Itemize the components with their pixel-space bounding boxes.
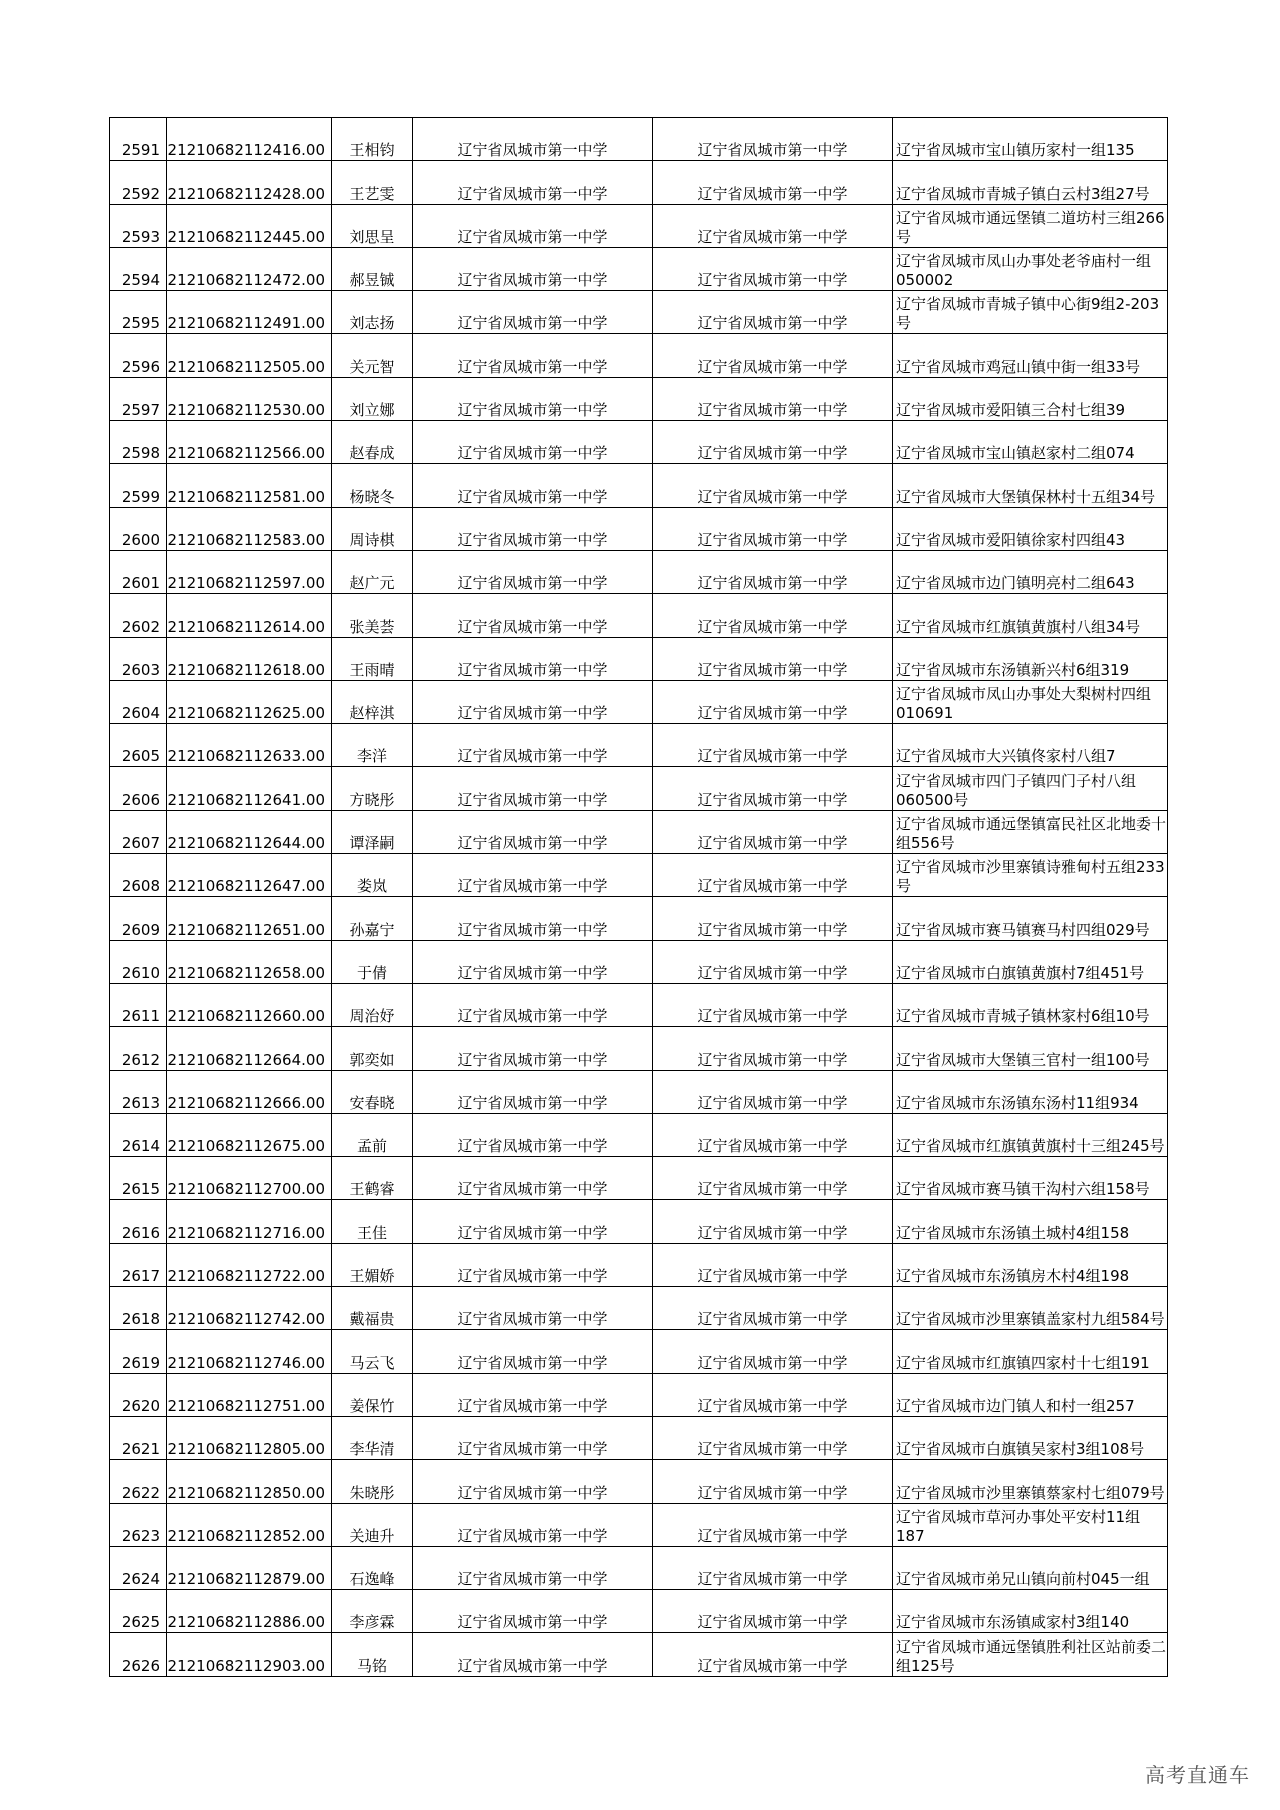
graduating-school-cell: 辽宁省凤城市第一中学 (413, 421, 653, 464)
candidate-id-cell: 21210682112675.00 (167, 1113, 332, 1156)
graduating-school-cell: 辽宁省凤城市第一中学 (413, 1243, 653, 1286)
admitting-school-cell: 辽宁省凤城市第一中学 (653, 1633, 893, 1676)
graduating-school-cell: 辽宁省凤城市第一中学 (413, 680, 653, 723)
candidate-id-cell: 21210682112742.00 (167, 1287, 332, 1330)
graduating-school-cell: 辽宁省凤城市第一中学 (413, 1027, 653, 1070)
student-name-cell: 石逸峰 (332, 1546, 413, 1589)
graduating-school-cell: 辽宁省凤城市第一中学 (413, 810, 653, 853)
graduating-school-cell: 辽宁省凤城市第一中学 (413, 464, 653, 507)
row-number-cell: 2612 (110, 1027, 167, 1070)
graduating-school-cell: 辽宁省凤城市第一中学 (413, 767, 653, 810)
student-name-cell: 于倩 (332, 940, 413, 983)
candidate-id-cell: 21210682112597.00 (167, 550, 332, 593)
candidate-id-cell: 21210682112583.00 (167, 507, 332, 550)
candidate-id-cell: 21210682112903.00 (167, 1633, 332, 1676)
student-name-cell: 周治妤 (332, 983, 413, 1026)
candidate-id-cell: 21210682112472.00 (167, 247, 332, 290)
home-address-cell: 辽宁省凤城市通远堡镇二道坊村三组266号 (893, 204, 1168, 247)
table-row (110, 1503, 1168, 1546)
candidate-id-cell: 21210682112805.00 (167, 1416, 332, 1459)
admitting-school-cell: 辽宁省凤城市第一中学 (653, 1157, 893, 1200)
row-number-cell: 2616 (110, 1200, 167, 1243)
graduating-school-cell: 辽宁省凤城市第一中学 (413, 1070, 653, 1113)
admitting-school-cell: 辽宁省凤城市第一中学 (653, 810, 893, 853)
admitting-school-cell: 辽宁省凤城市第一中学 (653, 161, 893, 204)
student-name-cell: 杨晓冬 (332, 464, 413, 507)
admitting-school-cell: 辽宁省凤城市第一中学 (653, 1243, 893, 1286)
row-number-cell: 2607 (110, 810, 167, 853)
graduating-school-cell: 辽宁省凤城市第一中学 (413, 334, 653, 377)
student-name-cell: 姜保竹 (332, 1373, 413, 1416)
table-body (110, 117, 1168, 1676)
candidate-id-cell: 21210682112700.00 (167, 1157, 332, 1200)
candidate-id-cell: 21210682112505.00 (167, 334, 332, 377)
home-address-cell: 辽宁省凤城市凤山办事处大梨树村四组010691 (893, 680, 1168, 723)
table-row (110, 421, 1168, 464)
candidate-id-cell: 21210682112852.00 (167, 1503, 332, 1546)
admitting-school-cell: 辽宁省凤城市第一中学 (653, 204, 893, 247)
student-name-cell: 王媚娇 (332, 1243, 413, 1286)
table-row (110, 118, 1168, 161)
admitting-school-cell: 辽宁省凤城市第一中学 (653, 854, 893, 897)
table-row (110, 1287, 1168, 1330)
candidate-id-cell: 21210682112716.00 (167, 1200, 332, 1243)
graduating-school-cell: 辽宁省凤城市第一中学 (413, 637, 653, 680)
graduating-school-cell: 辽宁省凤城市第一中学 (413, 204, 653, 247)
student-list-table (109, 117, 1168, 1677)
admitting-school-cell: 辽宁省凤城市第一中学 (653, 1416, 893, 1459)
candidate-id-cell: 21210682112491.00 (167, 291, 332, 334)
admitting-school-cell: 辽宁省凤城市第一中学 (653, 724, 893, 767)
admitting-school-cell: 辽宁省凤城市第一中学 (653, 247, 893, 290)
row-number-cell: 2617 (110, 1243, 167, 1286)
admitting-school-cell: 辽宁省凤城市第一中学 (653, 464, 893, 507)
home-address-cell: 辽宁省凤城市大兴镇佟家村八组7 (893, 724, 1168, 767)
home-address-cell: 辽宁省凤城市沙里寨镇盖家村九组584号 (893, 1287, 1168, 1330)
student-name-cell: 朱晓彤 (332, 1460, 413, 1503)
student-name-cell: 王雨晴 (332, 637, 413, 680)
student-name-cell: 王相钧 (332, 118, 413, 161)
student-name-cell: 方晓彤 (332, 767, 413, 810)
home-address-cell: 辽宁省凤城市边门镇明亮村二组643 (893, 550, 1168, 593)
student-name-cell: 王鹤睿 (332, 1157, 413, 1200)
graduating-school-cell: 辽宁省凤城市第一中学 (413, 724, 653, 767)
candidate-id-cell: 21210682112644.00 (167, 810, 332, 853)
row-number-cell: 2621 (110, 1416, 167, 1459)
graduating-school-cell: 辽宁省凤城市第一中学 (413, 1287, 653, 1330)
home-address-cell: 辽宁省凤城市大堡镇保林村十五组34号 (893, 464, 1168, 507)
admitting-school-cell: 辽宁省凤城市第一中学 (653, 1027, 893, 1070)
student-name-cell: 孙嘉宁 (332, 897, 413, 940)
row-number-cell: 2626 (110, 1633, 167, 1676)
graduating-school-cell: 辽宁省凤城市第一中学 (413, 118, 653, 161)
graduating-school-cell: 辽宁省凤城市第一中学 (413, 594, 653, 637)
admitting-school-cell: 辽宁省凤城市第一中学 (653, 1113, 893, 1156)
student-name-cell: 谭泽嗣 (332, 810, 413, 853)
student-name-cell: 王艺雯 (332, 161, 413, 204)
admitting-school-cell: 辽宁省凤城市第一中学 (653, 1287, 893, 1330)
admitting-school-cell: 辽宁省凤城市第一中学 (653, 983, 893, 1026)
student-name-cell: 马云飞 (332, 1330, 413, 1373)
student-name-cell: 孟前 (332, 1113, 413, 1156)
student-name-cell: 安春晓 (332, 1070, 413, 1113)
home-address-cell: 辽宁省凤城市大堡镇三官村一组100号 (893, 1027, 1168, 1070)
row-number-cell: 2598 (110, 421, 167, 464)
table-row (110, 507, 1168, 550)
candidate-id-cell: 21210682112618.00 (167, 637, 332, 680)
row-number-cell: 2618 (110, 1287, 167, 1330)
row-number-cell: 2603 (110, 637, 167, 680)
candidate-id-cell: 21210682112886.00 (167, 1590, 332, 1633)
candidate-id-cell: 21210682112530.00 (167, 377, 332, 420)
student-name-cell: 刘志扬 (332, 291, 413, 334)
student-name-cell: 王佳 (332, 1200, 413, 1243)
home-address-cell: 辽宁省凤城市宝山镇历家村一组135 (893, 118, 1168, 161)
table-row (110, 334, 1168, 377)
graduating-school-cell: 辽宁省凤城市第一中学 (413, 1503, 653, 1546)
home-address-cell: 辽宁省凤城市爱阳镇三合村七组39 (893, 377, 1168, 420)
graduating-school-cell: 辽宁省凤城市第一中学 (413, 854, 653, 897)
row-number-cell: 2601 (110, 550, 167, 593)
home-address-cell: 辽宁省凤城市通远堡镇富民社区北地委十组556号 (893, 810, 1168, 853)
table-row (110, 550, 1168, 593)
row-number-cell: 2605 (110, 724, 167, 767)
candidate-id-cell: 21210682112660.00 (167, 983, 332, 1026)
candidate-id-cell: 21210682112651.00 (167, 897, 332, 940)
table-row (110, 1027, 1168, 1070)
candidate-id-cell: 21210682112566.00 (167, 421, 332, 464)
home-address-cell: 辽宁省凤城市青城子镇林家村6组10号 (893, 983, 1168, 1026)
row-number-cell: 2623 (110, 1503, 167, 1546)
home-address-cell: 辽宁省凤城市白旗镇黄旗村7组451号 (893, 940, 1168, 983)
graduating-school-cell: 辽宁省凤城市第一中学 (413, 507, 653, 550)
row-number-cell: 2600 (110, 507, 167, 550)
watermark: 高考直通车 (1145, 1763, 1250, 1787)
table-row (110, 204, 1168, 247)
graduating-school-cell: 辽宁省凤城市第一中学 (413, 940, 653, 983)
row-number-cell: 2591 (110, 118, 167, 161)
home-address-cell: 辽宁省凤城市四门子镇四门子村八组060500号 (893, 767, 1168, 810)
admitting-school-cell: 辽宁省凤城市第一中学 (653, 940, 893, 983)
row-number-cell: 2604 (110, 680, 167, 723)
row-number-cell: 2606 (110, 767, 167, 810)
row-number-cell: 2596 (110, 334, 167, 377)
home-address-cell: 辽宁省凤城市红旗镇黄旗村十三组245号 (893, 1113, 1168, 1156)
row-number-cell: 2620 (110, 1373, 167, 1416)
home-address-cell: 辽宁省凤城市沙里寨镇蔡家村七组079号 (893, 1460, 1168, 1503)
admitting-school-cell: 辽宁省凤城市第一中学 (653, 680, 893, 723)
home-address-cell: 辽宁省凤城市白旗镇吴家村3组108号 (893, 1416, 1168, 1459)
home-address-cell: 辽宁省凤城市赛马镇赛马村四组029号 (893, 897, 1168, 940)
home-address-cell: 辽宁省凤城市东汤镇新兴村6组319 (893, 637, 1168, 680)
table-row (110, 940, 1168, 983)
graduating-school-cell: 辽宁省凤城市第一中学 (413, 377, 653, 420)
candidate-id-cell: 21210682112445.00 (167, 204, 332, 247)
candidate-id-cell: 21210682112641.00 (167, 767, 332, 810)
candidate-id-cell: 21210682112664.00 (167, 1027, 332, 1070)
student-name-cell: 关元智 (332, 334, 413, 377)
student-name-cell: 赵广元 (332, 550, 413, 593)
candidate-id-cell: 21210682112647.00 (167, 854, 332, 897)
admitting-school-cell: 辽宁省凤城市第一中学 (653, 1070, 893, 1113)
admitting-school-cell: 辽宁省凤城市第一中学 (653, 1590, 893, 1633)
student-name-cell: 李彦霖 (332, 1590, 413, 1633)
home-address-cell: 辽宁省凤城市草河办事处平安村11组187 (893, 1503, 1168, 1546)
graduating-school-cell: 辽宁省凤城市第一中学 (413, 1416, 653, 1459)
graduating-school-cell: 辽宁省凤城市第一中学 (413, 1633, 653, 1676)
candidate-id-cell: 21210682112666.00 (167, 1070, 332, 1113)
home-address-cell: 辽宁省凤城市红旗镇四家村十七组191 (893, 1330, 1168, 1373)
graduating-school-cell: 辽宁省凤城市第一中学 (413, 550, 653, 593)
row-number-cell: 2597 (110, 377, 167, 420)
admitting-school-cell: 辽宁省凤城市第一中学 (653, 118, 893, 161)
table-row (110, 291, 1168, 334)
table-row (110, 1546, 1168, 1589)
student-name-cell: 郭奕如 (332, 1027, 413, 1070)
admitting-school-cell: 辽宁省凤城市第一中学 (653, 550, 893, 593)
student-name-cell: 李华清 (332, 1416, 413, 1459)
admitting-school-cell: 辽宁省凤城市第一中学 (653, 1200, 893, 1243)
student-name-cell: 赵梓淇 (332, 680, 413, 723)
table-row (110, 1633, 1168, 1676)
row-number-cell: 2619 (110, 1330, 167, 1373)
table-row (110, 1070, 1168, 1113)
home-address-cell: 辽宁省凤城市爱阳镇徐家村四组43 (893, 507, 1168, 550)
graduating-school-cell: 辽宁省凤城市第一中学 (413, 1157, 653, 1200)
home-address-cell: 辽宁省凤城市红旗镇黄旗村八组34号 (893, 594, 1168, 637)
graduating-school-cell: 辽宁省凤城市第一中学 (413, 161, 653, 204)
row-number-cell: 2611 (110, 983, 167, 1026)
admitting-school-cell: 辽宁省凤城市第一中学 (653, 1460, 893, 1503)
graduating-school-cell: 辽宁省凤城市第一中学 (413, 897, 653, 940)
candidate-id-cell: 21210682112614.00 (167, 594, 332, 637)
admitting-school-cell: 辽宁省凤城市第一中学 (653, 1546, 893, 1589)
candidate-id-cell: 21210682112722.00 (167, 1243, 332, 1286)
admitting-school-cell: 辽宁省凤城市第一中学 (653, 767, 893, 810)
table-row (110, 1460, 1168, 1503)
row-number-cell: 2614 (110, 1113, 167, 1156)
table-row (110, 464, 1168, 507)
graduating-school-cell: 辽宁省凤城市第一中学 (413, 247, 653, 290)
candidate-id-cell: 21210682112751.00 (167, 1373, 332, 1416)
candidate-id-cell: 21210682112879.00 (167, 1546, 332, 1589)
candidate-id-cell: 21210682112625.00 (167, 680, 332, 723)
table-row (110, 1330, 1168, 1373)
student-name-cell: 赵春成 (332, 421, 413, 464)
home-address-cell: 辽宁省凤城市青城子镇白云村3组27号 (893, 161, 1168, 204)
table-row (110, 377, 1168, 420)
table-row (110, 897, 1168, 940)
home-address-cell: 辽宁省凤城市东汤镇房木村4组198 (893, 1243, 1168, 1286)
admitting-school-cell: 辽宁省凤城市第一中学 (653, 377, 893, 420)
row-number-cell: 2593 (110, 204, 167, 247)
student-name-cell: 刘立娜 (332, 377, 413, 420)
row-number-cell: 2608 (110, 854, 167, 897)
table-row (110, 1590, 1168, 1633)
candidate-id-cell: 21210682112633.00 (167, 724, 332, 767)
table-row (110, 637, 1168, 680)
admitting-school-cell: 辽宁省凤城市第一中学 (653, 594, 893, 637)
home-address-cell: 辽宁省凤城市宝山镇赵家村二组074 (893, 421, 1168, 464)
row-number-cell: 2624 (110, 1546, 167, 1589)
table-row (110, 810, 1168, 853)
candidate-id-cell: 21210682112658.00 (167, 940, 332, 983)
admitting-school-cell: 辽宁省凤城市第一中学 (653, 1503, 893, 1546)
student-name-cell: 关迪升 (332, 1503, 413, 1546)
graduating-school-cell: 辽宁省凤城市第一中学 (413, 983, 653, 1026)
home-address-cell: 辽宁省凤城市边门镇人和村一组257 (893, 1373, 1168, 1416)
home-address-cell: 辽宁省凤城市通远堡镇胜利社区站前委二组125号 (893, 1633, 1168, 1676)
table-row (110, 724, 1168, 767)
row-number-cell: 2592 (110, 161, 167, 204)
admitting-school-cell: 辽宁省凤城市第一中学 (653, 1373, 893, 1416)
row-number-cell: 2615 (110, 1157, 167, 1200)
home-address-cell: 辽宁省凤城市沙里寨镇诗雅甸村五组233号 (893, 854, 1168, 897)
candidate-id-cell: 21210682112416.00 (167, 118, 332, 161)
graduating-school-cell: 辽宁省凤城市第一中学 (413, 1373, 653, 1416)
admitting-school-cell: 辽宁省凤城市第一中学 (653, 637, 893, 680)
candidate-id-cell: 21210682112428.00 (167, 161, 332, 204)
graduating-school-cell: 辽宁省凤城市第一中学 (413, 1113, 653, 1156)
table-row (110, 767, 1168, 810)
admitting-school-cell: 辽宁省凤城市第一中学 (653, 334, 893, 377)
table-row (110, 1373, 1168, 1416)
row-number-cell: 2602 (110, 594, 167, 637)
table-row (110, 1113, 1168, 1156)
graduating-school-cell: 辽宁省凤城市第一中学 (413, 1200, 653, 1243)
home-address-cell: 辽宁省凤城市赛马镇干沟村六组158号 (893, 1157, 1168, 1200)
candidate-id-cell: 21210682112850.00 (167, 1460, 332, 1503)
home-address-cell: 辽宁省凤城市东汤镇东汤村11组934 (893, 1070, 1168, 1113)
graduating-school-cell: 辽宁省凤城市第一中学 (413, 1460, 653, 1503)
table-row (110, 247, 1168, 290)
student-name-cell: 刘思呈 (332, 204, 413, 247)
home-address-cell: 辽宁省凤城市东汤镇土城村4组158 (893, 1200, 1168, 1243)
table-row (110, 983, 1168, 1026)
table-row (110, 1416, 1168, 1459)
admitting-school-cell: 辽宁省凤城市第一中学 (653, 291, 893, 334)
admitting-school-cell: 辽宁省凤城市第一中学 (653, 1330, 893, 1373)
home-address-cell: 辽宁省凤城市弟兄山镇向前村045一组 (893, 1546, 1168, 1589)
candidate-id-cell: 21210682112581.00 (167, 464, 332, 507)
row-number-cell: 2613 (110, 1070, 167, 1113)
row-number-cell: 2622 (110, 1460, 167, 1503)
home-address-cell: 辽宁省凤城市凤山办事处老爷庙村一组050002 (893, 247, 1168, 290)
admitting-school-cell: 辽宁省凤城市第一中学 (653, 897, 893, 940)
home-address-cell: 辽宁省凤城市青城子镇中心街9组2-203号 (893, 291, 1168, 334)
home-address-cell: 辽宁省凤城市鸡冠山镇中街一组33号 (893, 334, 1168, 377)
row-number-cell: 2594 (110, 247, 167, 290)
row-number-cell: 2609 (110, 897, 167, 940)
table-row (110, 1243, 1168, 1286)
table-row (110, 1200, 1168, 1243)
student-name-cell: 周诗棋 (332, 507, 413, 550)
student-name-cell: 娄岚 (332, 854, 413, 897)
graduating-school-cell: 辽宁省凤城市第一中学 (413, 1590, 653, 1633)
candidate-id-cell: 21210682112746.00 (167, 1330, 332, 1373)
graduating-school-cell: 辽宁省凤城市第一中学 (413, 1330, 653, 1373)
student-name-cell: 李洋 (332, 724, 413, 767)
graduating-school-cell: 辽宁省凤城市第一中学 (413, 1546, 653, 1589)
admitting-school-cell: 辽宁省凤城市第一中学 (653, 507, 893, 550)
admitting-school-cell: 辽宁省凤城市第一中学 (653, 421, 893, 464)
table-row (110, 680, 1168, 723)
row-number-cell: 2610 (110, 940, 167, 983)
student-name-cell: 郝昱铖 (332, 247, 413, 290)
student-name-cell: 张美荟 (332, 594, 413, 637)
table-row (110, 854, 1168, 897)
table-row (110, 594, 1168, 637)
table-row (110, 161, 1168, 204)
student-name-cell: 马铭 (332, 1633, 413, 1676)
row-number-cell: 2599 (110, 464, 167, 507)
row-number-cell: 2625 (110, 1590, 167, 1633)
student-name-cell: 戴福贵 (332, 1287, 413, 1330)
table-row (110, 1157, 1168, 1200)
graduating-school-cell: 辽宁省凤城市第一中学 (413, 291, 653, 334)
home-address-cell: 辽宁省凤城市东汤镇咸家村3组140 (893, 1590, 1168, 1633)
row-number-cell: 2595 (110, 291, 167, 334)
